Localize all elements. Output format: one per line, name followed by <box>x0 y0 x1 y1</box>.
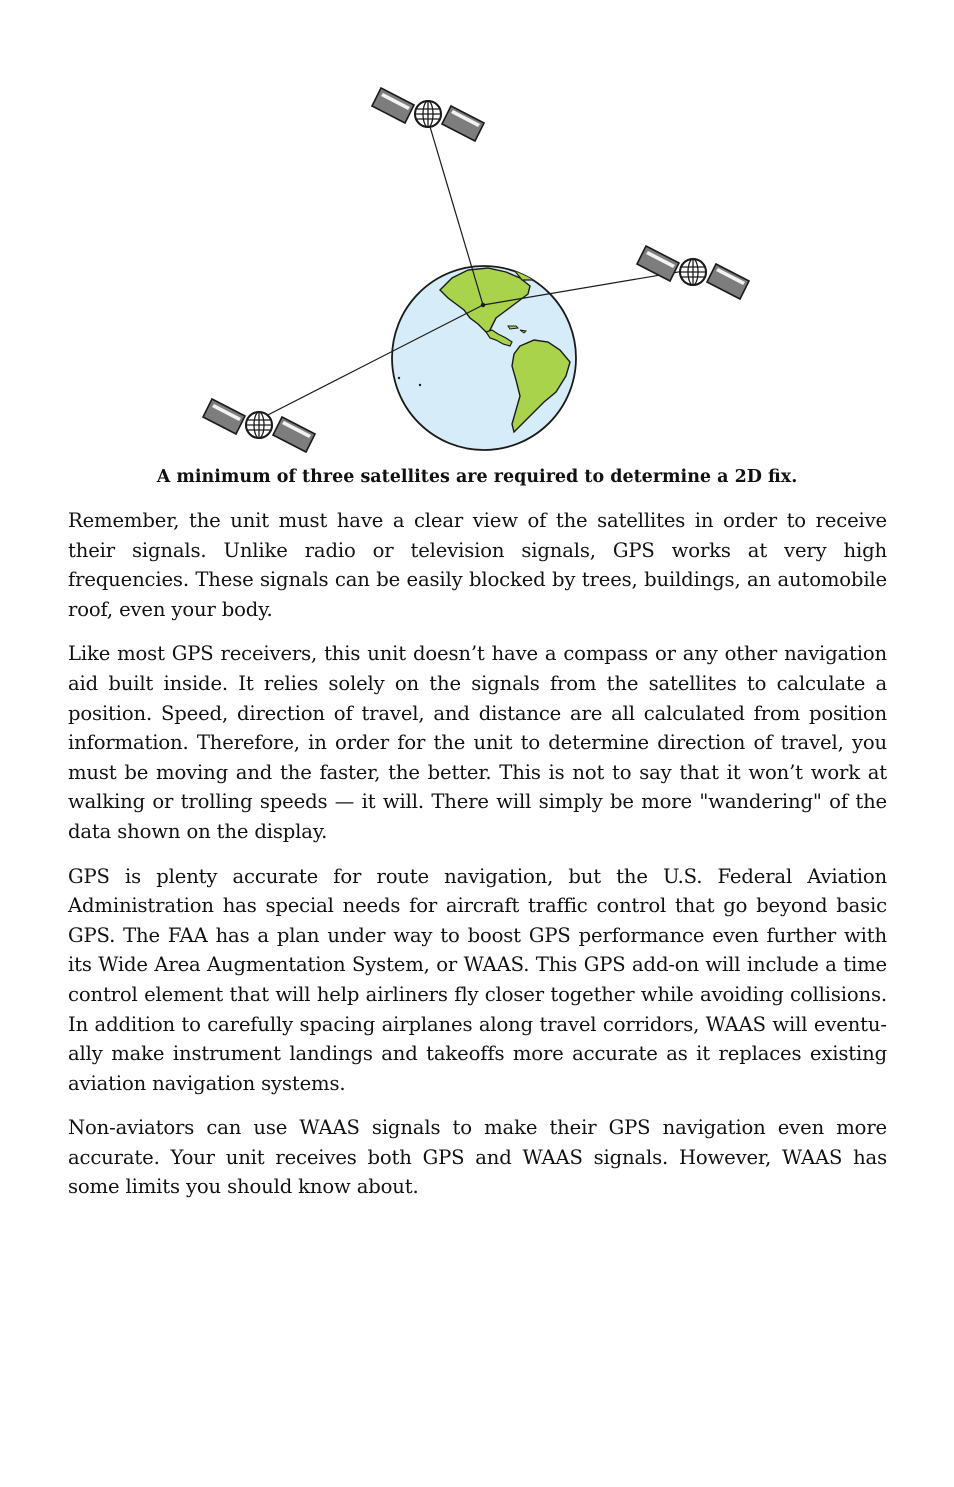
paragraph: Like most GPS receivers, this unit doesn’t have a compass or any other navigation aid built inside. It relies solely on the signals from the satellites to calculate a position. Speed, direction of travel, and distance are all calculated from position information. Therefore, in order for the unit to determine direction of travel, you must be moving and the faster, the better. This is not to say that it won’t work at walking or trolling speeds — it will. There will simply be more "wandering" of the data shown on the display. <box>68 642 887 843</box>
body-text <box>68 506 887 1217</box>
satellite-icon <box>637 246 749 299</box>
figure-caption: A minimum of three satellites are required to determine a 2D fix. <box>156 467 798 487</box>
paragraph: Remember, the unit must have a clear view of the satellites in order to receive their signals. Unlike radio or television signals, GPS works at very high frequencies. These signals can be easily blocked by trees, buildings, an automobile roof, even your body. <box>68 509 887 621</box>
paragraph: Non-aviators can use WAAS signals to make their GPS navigation even more accurate. Your unit receives both GPS and WAAS signals. However, WAAS has some limits you should know about. <box>68 1116 887 1199</box>
receiver-position <box>481 303 485 307</box>
paragraph: GPS is plenty accurate for route navigation, but the U.S. Federal Aviation Administration has special needs for aircraft traffic control that go beyond basic GPS. The FAA has a plan under way to boost GPS performance even further with its Wide Area Augmentation System, or WAAS. This GPS add-on will include a time control element that will help airliners fly closer together while avoiding collisions. In addition to carefully spacing airplanes along travel corridors, WAAS will eventually make instrument landings and takeoffs more accurate as it replaces existing aviation navigation systems. <box>68 864 887 1095</box>
satellite-icon <box>203 399 315 452</box>
satellite-diagram <box>0 0 954 465</box>
satellite-icon <box>372 88 484 141</box>
